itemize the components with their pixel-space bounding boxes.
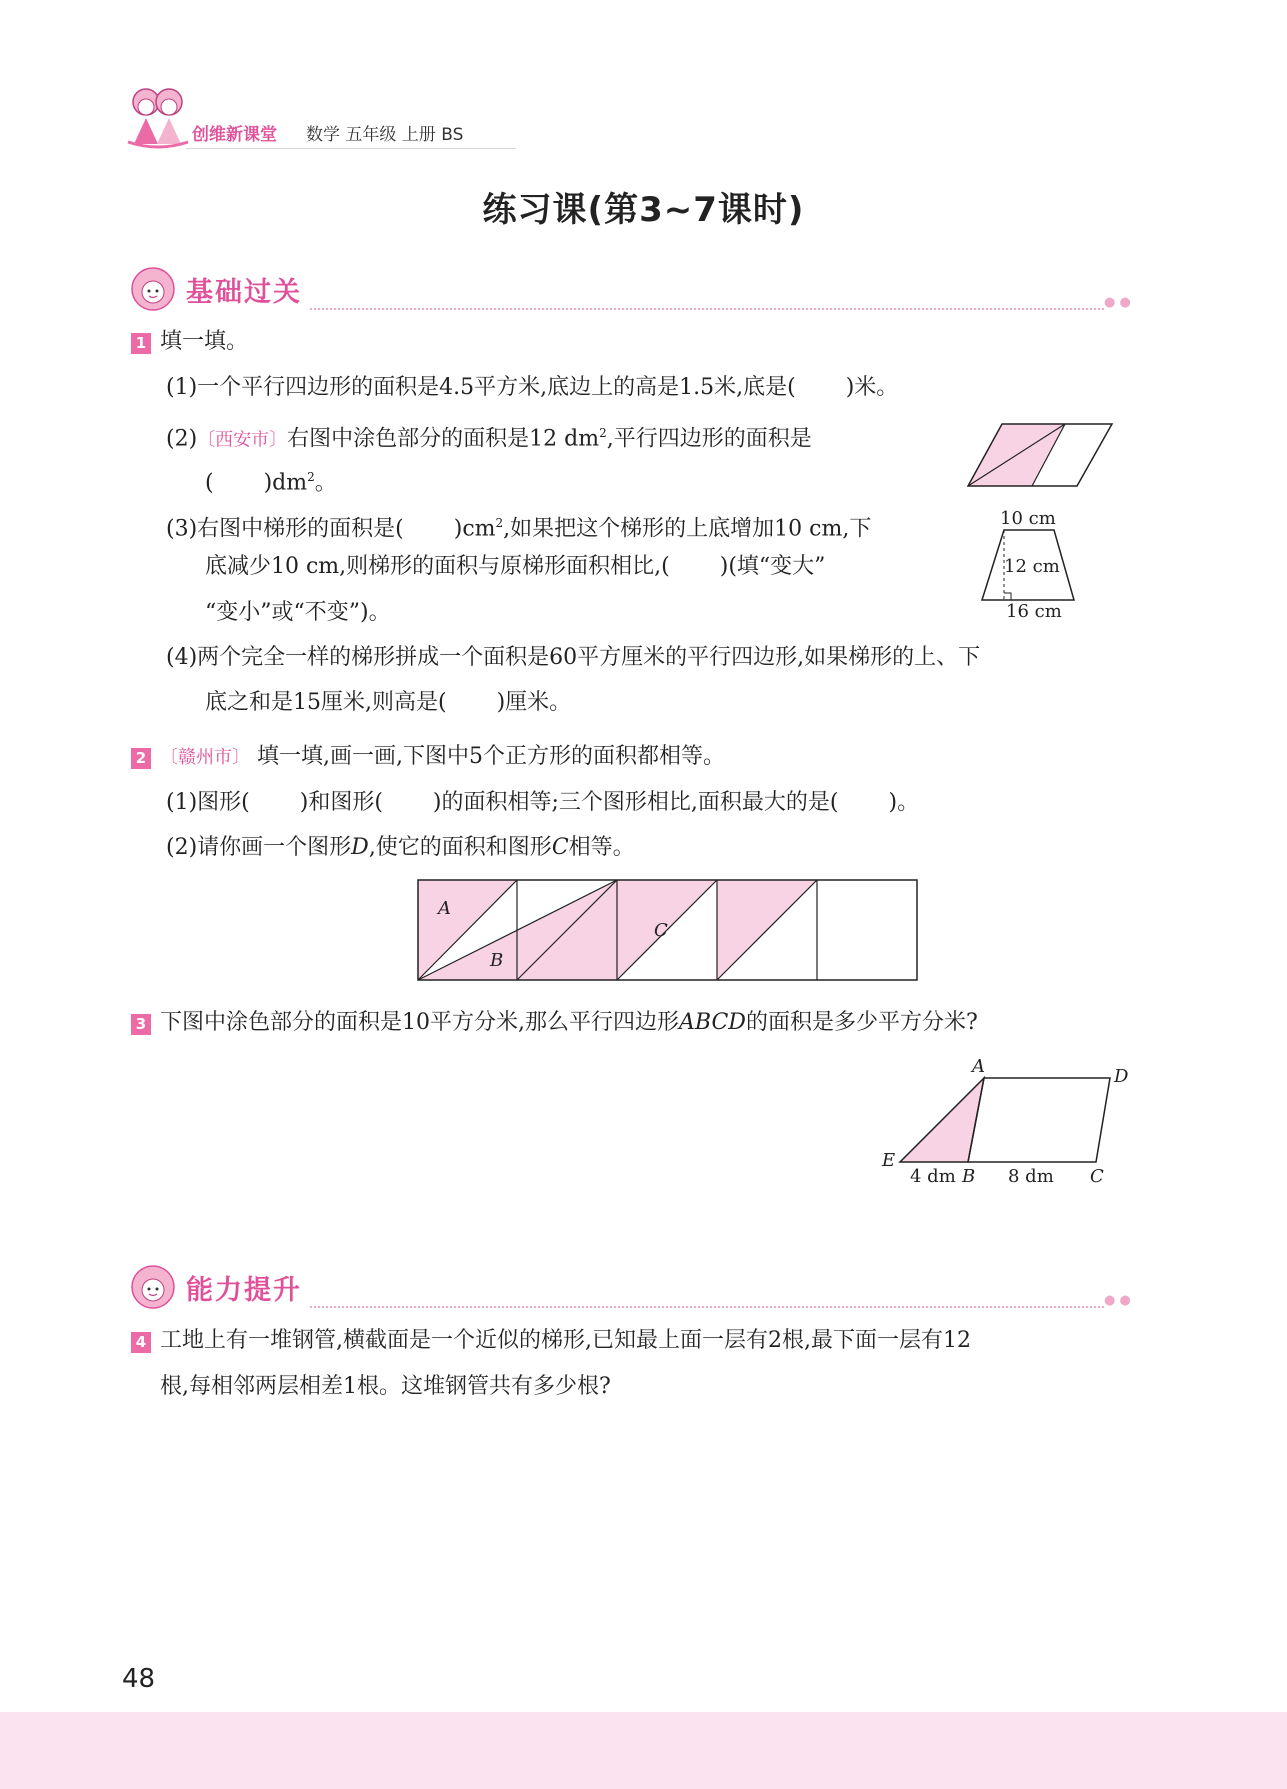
point-b: B: [962, 1166, 976, 1187]
footer-band: [0, 1712, 1287, 1789]
header-divider: [186, 148, 516, 149]
q1-part3: (3)右图中梯形的面积是( )$cm^2$,如果把这个梯形的上底增加10 cm,下: [166, 516, 872, 542]
length-eb: 4 dm: [910, 1166, 956, 1187]
section-title-advanced: 能力提升: [186, 1275, 302, 1306]
q2-stem: 〔赣州市〕 填一填,画一画,下图中5个正方形的面积都相等。: [160, 744, 725, 769]
shaded-triangle-abe: [900, 1078, 984, 1162]
point-e: E: [882, 1150, 896, 1171]
q4-line1: 工地上有一堆钢管,横截面是一个近似的梯形,已知最上面一层有2根,最下面一层有12: [160, 1328, 971, 1353]
q1-part3-line3: “变小”或“不变”)。: [205, 600, 391, 625]
question-number-3: 3: [131, 1014, 151, 1035]
section-divider: [310, 308, 1104, 310]
book-subject: 数学 五年级 上册 BS: [306, 125, 464, 145]
question-number-4: 4: [131, 1332, 151, 1353]
label-a: A: [438, 898, 451, 919]
section-dots-icon: ● ●: [1104, 295, 1131, 310]
point-d: D: [1114, 1066, 1129, 1087]
parallelogram-abcd-figure: [896, 1070, 1120, 1174]
parallelogram-abcd: [968, 1078, 1110, 1162]
q2-part1: (1)图形( )和图形( )的面积相等;三个图形相比,面积最大的是( )。: [166, 790, 920, 815]
mascot-logo-icon: [126, 82, 190, 152]
q2-part2: (2)请你画一个图形D,使它的面积和图形C相等。: [166, 835, 635, 860]
q1-part4: (4)两个完全一样的梯形拼成一个面积是60平方厘米的平行四边形,如果梯形的上、下: [166, 645, 981, 670]
q1-part2-answer: ( )$dm^2$。: [205, 470, 337, 496]
brand-name: 创维新课堂: [192, 125, 277, 145]
page-title: 练习课(第3~7课时): [482, 190, 805, 230]
section-mascot-icon: [130, 1264, 176, 1310]
q3-stem: 下图中涂色部分的面积是10平方分米,那么平行四边形ABCD的面积是多少平方分米?: [160, 1010, 978, 1035]
q1-part3-line2: 底减少10 cm,则梯形的面积与原梯形面积相比,( )(填“变大”: [205, 554, 826, 579]
trapezoid-bottom-label: 16 cm: [1006, 601, 1062, 622]
trapezoid-height-label: 12 cm: [1004, 556, 1060, 577]
q1-part4-line2: 底之和是15厘米,则高是( )厘米。: [205, 690, 572, 715]
page-number: 48: [122, 1664, 156, 1694]
length-bc: 8 dm: [1008, 1166, 1054, 1187]
point-c: C: [1090, 1166, 1104, 1187]
label-c: C: [654, 920, 668, 941]
section-mascot-icon: [130, 266, 176, 312]
question-number-2: 2: [131, 748, 151, 769]
section-dots-icon: ● ●: [1104, 1293, 1131, 1308]
q1-part2: (2)〔西安市〕右图中涂色部分的面积是12 $dm^2$,平行四边形的面积是: [166, 426, 812, 452]
section-divider: [310, 1306, 1104, 1308]
shaded-parallelogram-figure: [966, 420, 1116, 490]
q4-line2: 根,每相邻两层相差1根。这堆钢管共有多少根?: [160, 1374, 611, 1399]
trapezoid-figure: [980, 526, 1076, 604]
section-title-basics: 基础过关: [186, 277, 302, 308]
point-a: A: [972, 1056, 985, 1077]
q1-stem: 填一填。: [160, 329, 249, 354]
trapezoid-top-label: 10 cm: [1000, 508, 1056, 529]
label-b: B: [490, 950, 504, 971]
q1-part1: (1)一个平行四边形的面积是4.5平方米,底边上的高是1.5米,底是( )米。: [166, 375, 899, 400]
question-number-1: 1: [131, 333, 151, 354]
